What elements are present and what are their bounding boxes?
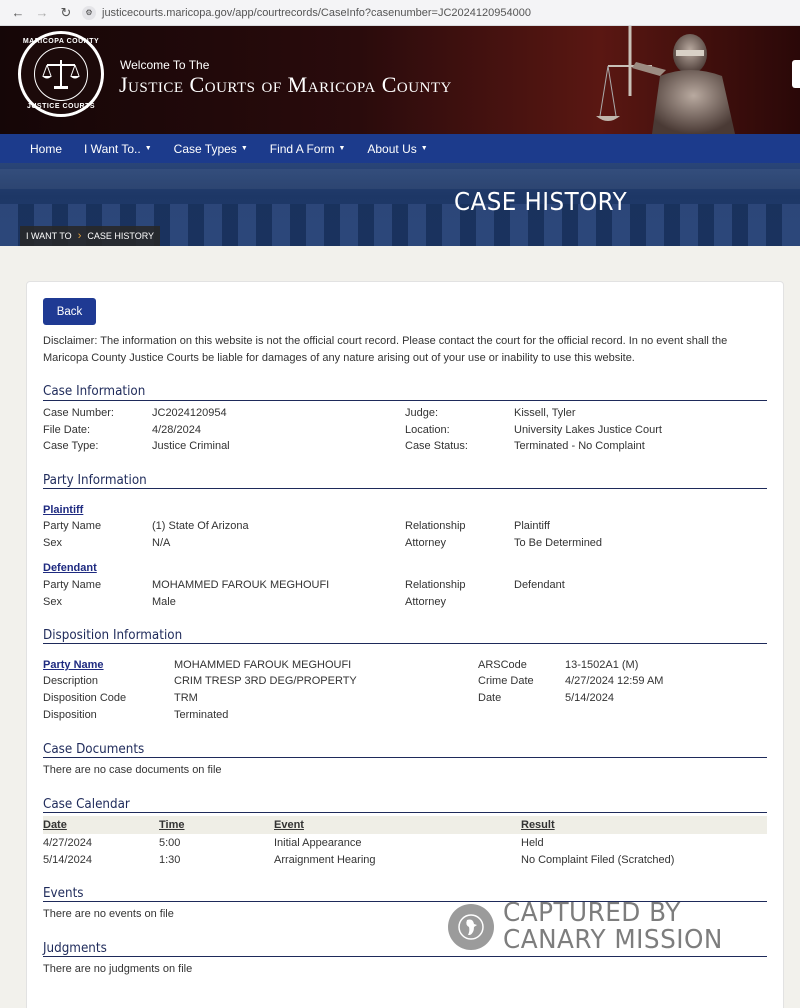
address-bar-url: justicecourts.maricopa.gov/app/courtrecords/CaseInfo?casenumber=JC2024120954000 xyxy=(102,6,531,19)
calendar-row-1-date: 4/27/2024 xyxy=(43,837,92,849)
nav-find-a-form[interactable] xyxy=(270,142,346,156)
defendant-relationship-label: Relationship xyxy=(405,579,466,591)
case-status-value: Terminated - No Complaint xyxy=(514,440,645,452)
caret-down-icon: ▼ xyxy=(338,145,346,152)
defendant-sex-label: Sex xyxy=(43,596,62,608)
nav-home-label: Home xyxy=(30,141,63,156)
disposition-code-value: TRM xyxy=(174,692,198,704)
back-arrow-icon[interactable]: ← xyxy=(11,5,25,20)
plaintiff-party-name-label: Party Name xyxy=(43,520,102,532)
crime-date-label: Crime Date xyxy=(478,675,534,687)
address-bar[interactable] xyxy=(82,6,531,20)
description-label: Description xyxy=(43,675,99,687)
seal-text-top: MARICOPA COUNTY xyxy=(22,38,100,45)
caret-down-icon: ▼ xyxy=(144,145,152,152)
judge-label: Judge: xyxy=(405,407,439,419)
calendar-row-1-time: 5:00 xyxy=(159,837,181,849)
defendant-sex-value: Male xyxy=(152,596,176,608)
judgments-heading: Judgments xyxy=(43,941,107,956)
plaintiff-attorney-value: To Be Determined xyxy=(514,537,603,549)
plaintiff-sex-label: Sex xyxy=(43,537,62,549)
breadcrumb-item-current: CASE HISTORY xyxy=(87,231,155,241)
judgments-empty: There are no judgments on file xyxy=(43,963,193,975)
main-nav xyxy=(0,134,800,163)
disposition-information-heading: Disposition Information xyxy=(43,628,183,643)
calendar-header-time[interactable]: Time xyxy=(159,819,185,831)
nav-case-types-label: Case Types xyxy=(173,141,237,156)
calendar-header-row xyxy=(43,816,767,834)
site-title[interactable]: Justice Courts of Maricopa County xyxy=(119,72,452,97)
disposition-code-label: Disposition Code xyxy=(43,692,127,704)
section-divider xyxy=(43,400,767,401)
section-divider xyxy=(43,757,767,758)
nav-i-want-to[interactable] xyxy=(84,142,152,156)
ars-code-value: 13-1502A1 (M) xyxy=(565,659,639,671)
events-heading: Events xyxy=(43,886,84,901)
disposition-date-value: 5/14/2024 xyxy=(565,692,614,704)
watermark xyxy=(448,900,734,954)
calendar-row-2-result: No Complaint Filed (Scratched) xyxy=(521,854,675,866)
reload-icon[interactable]: ↻ xyxy=(60,4,72,20)
nav-about-us-label: About Us xyxy=(367,141,417,156)
calendar-row-2-time: 1:30 xyxy=(159,854,181,866)
nav-home[interactable] xyxy=(30,142,62,156)
back-button[interactable]: Back xyxy=(43,298,96,325)
site-info-icon[interactable]: ⚙ xyxy=(82,6,96,20)
calendar-row-1-event: Initial Appearance xyxy=(274,837,362,849)
calendar-header-date[interactable]: Date xyxy=(43,819,67,831)
description-value: CRIM TRESP 3RD DEG/PROPERTY xyxy=(174,675,357,687)
caret-down-icon: ▼ xyxy=(420,145,428,152)
county-seal-logo[interactable] xyxy=(18,31,104,117)
breadcrumb-item-i-want-to[interactable]: I WANT TO xyxy=(26,231,72,241)
defendant-relationship-value: Defendant xyxy=(514,579,565,591)
plaintiff-heading: Plaintiff xyxy=(43,504,84,516)
case-documents-heading: Case Documents xyxy=(43,742,145,757)
plaintiff-party-name-value: (1) State Of Arizona xyxy=(152,520,249,532)
defendant-party-name-value: MOHAMMED FAROUK MEGHOUFI xyxy=(152,579,330,591)
section-divider xyxy=(43,488,767,489)
case-documents-empty: There are no case documents on file xyxy=(43,764,222,776)
events-empty: There are no events on file xyxy=(43,908,174,920)
ars-code-label: ARSCode xyxy=(478,659,527,671)
canary-bird-icon xyxy=(448,904,494,950)
seal-text-bottom: JUSTICE COURTS xyxy=(26,103,96,110)
nav-case-types[interactable] xyxy=(174,142,248,156)
disposition-label: Disposition xyxy=(43,709,97,721)
caret-down-icon: ▼ xyxy=(240,145,248,152)
chevron-right-icon: › xyxy=(77,230,82,242)
judge-value: Kissell, Tyler xyxy=(514,407,576,419)
watermark-line-1: CAPTURED BY xyxy=(503,898,681,928)
nav-about-us[interactable] xyxy=(367,142,427,156)
breadcrumb xyxy=(20,226,160,246)
plaintiff-sex-value: N/A xyxy=(152,537,171,549)
file-date-value: 4/28/2024 xyxy=(152,424,201,436)
banner-frieze-decoration xyxy=(0,169,800,189)
disposition-date-label: Date xyxy=(478,692,502,704)
calendar-header-event[interactable]: Event xyxy=(274,819,304,831)
calendar-header-result[interactable]: Result xyxy=(521,819,555,831)
case-type-value: Justice Criminal xyxy=(152,440,230,452)
case-type-label: Case Type: xyxy=(43,440,99,452)
disposition-party-name-value: MOHAMMED FAROUK MEGHOUFI xyxy=(174,659,352,671)
defendant-heading: Defendant xyxy=(43,562,97,574)
calendar-row-2-date: 5/14/2024 xyxy=(43,854,92,866)
browser-toolbar xyxy=(0,0,800,26)
nav-find-a-form-label: Find A Form xyxy=(269,141,335,156)
site-header xyxy=(0,26,800,134)
watermark-line-2: CANARY MISSION xyxy=(503,925,723,955)
scales-of-justice-icon xyxy=(34,47,88,101)
defendant-party-name-label: Party Name xyxy=(43,579,102,591)
forward-arrow-icon[interactable]: → xyxy=(35,5,49,20)
section-divider xyxy=(43,643,767,644)
defendant-attorney-label: Attorney xyxy=(405,596,446,608)
calendar-row-1-result: Held xyxy=(521,837,544,849)
crime-date-value: 4/27/2024 12:59 AM xyxy=(565,675,664,687)
case-number-label: Case Number: xyxy=(43,407,114,419)
section-divider xyxy=(43,956,767,957)
location-label: Location: xyxy=(405,424,450,436)
welcome-text: Welcome To The xyxy=(120,58,210,72)
party-information-heading: Party Information xyxy=(43,473,147,488)
disclaimer-text: Disclaimer: The information on this website is not the official court record. Please contact the court for the official record. In no event shall the Maricopa County Justice Courts be liable for damages of any nature arising out of your use or inability to use this website. xyxy=(43,335,728,364)
nav-i-want-to-label: I Want To.. xyxy=(84,141,141,156)
lady-justice-statue-image xyxy=(590,26,750,134)
plaintiff-relationship-value: Plaintiff xyxy=(514,520,550,532)
disposition-value: Terminated xyxy=(174,709,229,721)
plaintiff-attorney-label: Attorney xyxy=(405,537,446,549)
case-status-label: Case Status: xyxy=(405,440,468,452)
plaintiff-relationship-label: Relationship xyxy=(405,520,466,532)
case-calendar-heading: Case Calendar xyxy=(43,797,130,812)
page-title: CASE HISTORY xyxy=(454,187,628,216)
watermark-text xyxy=(503,900,723,954)
section-divider xyxy=(43,812,767,813)
location-value: University Lakes Justice Court xyxy=(514,424,662,436)
case-information-heading: Case Information xyxy=(43,384,146,399)
side-tab-button[interactable] xyxy=(792,60,800,88)
calendar-row-2-event: Arraignment Hearing xyxy=(274,854,376,866)
disposition-party-name-label: Party Name xyxy=(43,659,104,671)
case-number-value: JC2024120954 xyxy=(152,407,227,419)
file-date-label: File Date: xyxy=(43,424,91,436)
